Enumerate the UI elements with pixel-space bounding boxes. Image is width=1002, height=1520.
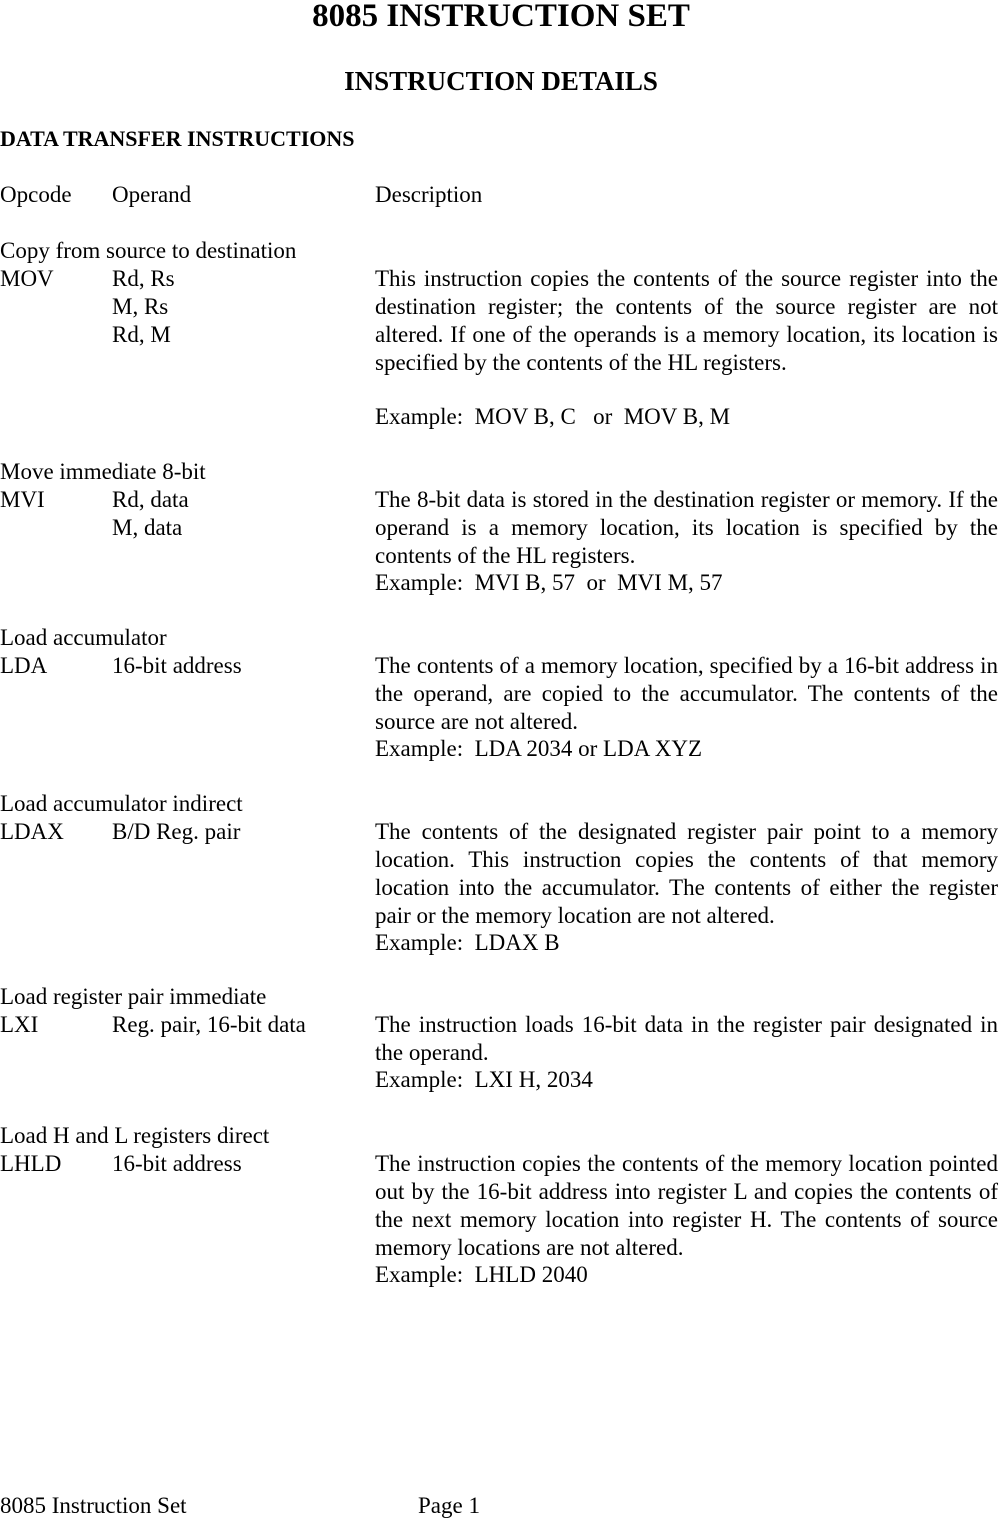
- section-heading: DATA TRANSFER INSTRUCTIONS: [0, 126, 355, 151]
- example: Example: MOV B, C or MOV B, M: [375, 404, 731, 429]
- column-header-description: Description: [375, 182, 483, 207]
- description: The contents of a memory location, specified by a 16-bit address in the operand, are copied to the accumulator. The contents of the source are not altered.: [375, 653, 998, 734]
- operand: M, Rs: [112, 294, 169, 319]
- description: The contents of the designated register pair point to a memory location. This instruction copies the contents of that memory location into the accumulator. The contents of either the register pair or the memory location are not altered.: [375, 819, 998, 928]
- opcode: LDAX: [0, 819, 64, 844]
- opcode: LXI: [0, 1012, 39, 1037]
- example: Example: LXI H, 2034: [375, 1067, 593, 1092]
- opcode: LHLD: [0, 1151, 62, 1176]
- operand: Reg. pair, 16-bit data: [112, 1012, 306, 1037]
- opcode: LDA: [0, 653, 48, 678]
- operand: Rd, data: [112, 487, 189, 512]
- operand-list: [112, 1011, 306, 1039]
- operand: M, data: [112, 515, 183, 540]
- opcode: MVI: [0, 487, 45, 512]
- example: Example: MVI B, 57 or MVI M, 57: [375, 570, 723, 595]
- operand-list: [112, 1150, 242, 1178]
- instruction-category: Move immediate 8-bit: [0, 459, 206, 484]
- opcode: MOV: [0, 266, 54, 291]
- operand: B/D Reg. pair: [112, 819, 241, 844]
- page-subtitle: INSTRUCTION DETAILS: [344, 66, 658, 96]
- column-header-operand: Operand: [112, 182, 192, 207]
- example: Example: LDA 2034 or LDA XYZ: [375, 736, 703, 761]
- operand-list: [112, 486, 189, 542]
- operand: Rd, Rs: [112, 266, 175, 291]
- operand: Rd, M: [112, 322, 171, 347]
- operand-list: [112, 265, 175, 349]
- description: This instruction copies the contents of the source register into the destination register; the contents of the source register are not altered. If one of the operands is a memory location, its location is specified by the contents of the HL registers.: [375, 266, 998, 375]
- column-header-opcode: Opcode: [0, 182, 72, 207]
- operand-list: [112, 818, 240, 846]
- instruction-category: Copy from source to destination: [0, 238, 297, 263]
- description: The 8-bit data is stored in the destination register or memory. If the operand is a memory location, its location is specified by the contents of the HL registers.: [375, 487, 998, 568]
- page-title: 8085 INSTRUCTION SET: [312, 0, 690, 34]
- footer-page-number: Page 1: [418, 1493, 480, 1518]
- instruction-category: Load accumulator: [0, 625, 167, 650]
- footer-document-title: 8085 Instruction Set: [0, 1493, 187, 1518]
- description: The instruction copies the contents of the memory location pointed out by the 16-bit address into register L and copies the contents of the next memory location into register H. The contents of source memory locations are not altered.: [375, 1151, 998, 1260]
- instruction-category: Load register pair immediate: [0, 984, 267, 1009]
- operand: 16-bit address: [112, 1151, 242, 1176]
- instruction-category: Load H and L registers direct: [0, 1123, 270, 1148]
- instruction-category: Load accumulator indirect: [0, 791, 243, 816]
- example: Example: LHLD 2040: [375, 1262, 588, 1287]
- operand-list: [112, 652, 242, 680]
- operand: 16-bit address: [112, 653, 242, 678]
- example: Example: LDAX B: [375, 930, 560, 955]
- description: The instruction loads 16-bit data in the register pair designated in the operand.: [375, 1012, 998, 1065]
